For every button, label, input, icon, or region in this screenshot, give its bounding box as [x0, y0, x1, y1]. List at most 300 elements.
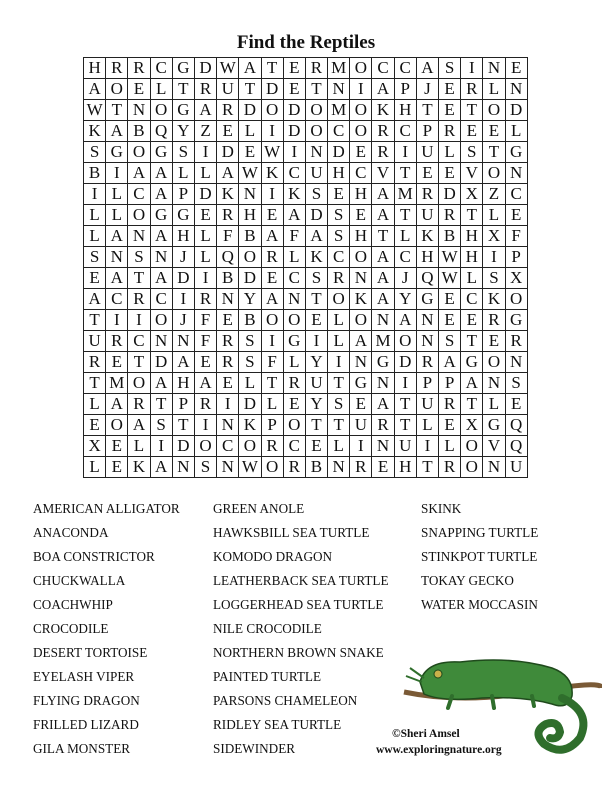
grid-row — [84, 268, 528, 289]
grid-cell: D — [439, 184, 461, 205]
grid-cell: T — [128, 352, 150, 373]
grid-cell: S — [328, 205, 350, 226]
word-list-item: PARSONS CHAMELEON — [213, 693, 358, 708]
word-list-item: GREEN ANOLE — [213, 501, 305, 516]
grid-cell: M — [328, 58, 350, 79]
grid-cell: I — [305, 331, 327, 352]
grid-cell: F — [505, 226, 527, 247]
grid-cell: D — [239, 394, 261, 415]
grid-cell: A — [128, 163, 150, 184]
grid-cell: E — [239, 142, 261, 163]
grid-cell: H — [172, 226, 194, 247]
grid-cell: N — [416, 310, 438, 331]
grid-cell: N — [128, 226, 150, 247]
word-list-item: EYELASH VIPER — [33, 669, 135, 684]
grid-cell: O — [328, 289, 350, 310]
grid-cell: R — [217, 331, 239, 352]
word-list-item: WATER MOCCASIN — [421, 597, 538, 612]
grid-cell: L — [416, 415, 438, 436]
grid-cell: N — [372, 436, 394, 457]
grid-cell: L — [483, 394, 505, 415]
grid-cell: R — [194, 79, 216, 100]
grid-cell: S — [239, 352, 261, 373]
grid-cell: K — [283, 184, 305, 205]
grid-cell: G — [416, 289, 438, 310]
word-list-item: PAINTED TURTLE — [213, 669, 322, 684]
grid-cell: A — [106, 268, 128, 289]
grid-cell: Z — [483, 184, 505, 205]
grid-cell: E — [505, 205, 527, 226]
grid-cell: M — [106, 373, 128, 394]
grid-cell: P — [394, 79, 416, 100]
grid-cell: A — [350, 331, 372, 352]
grid-cell: A — [106, 226, 128, 247]
grid-cell: N — [283, 289, 305, 310]
grid-cell: U — [416, 142, 438, 163]
grid-cell: O — [106, 415, 128, 436]
grid-cell: I — [261, 184, 283, 205]
grid-cell: A — [372, 205, 394, 226]
grid-cell: E — [305, 436, 327, 457]
grid-cell: O — [305, 100, 327, 121]
word-list-item: FLYING DRAGON — [33, 693, 140, 708]
grid-cell: G — [505, 310, 527, 331]
grid-cell: A — [106, 121, 128, 142]
grid-cell: A — [194, 100, 216, 121]
grid-cell: R — [505, 331, 527, 352]
grid-cell: A — [150, 163, 172, 184]
word-list-column-1 — [33, 500, 180, 764]
grid-cell: E — [217, 310, 239, 331]
grid-cell: B — [305, 457, 327, 478]
grid-cell: X — [461, 415, 483, 436]
word-list-item: RIDLEY SEA TURTLE — [213, 717, 342, 732]
grid-cell: U — [305, 373, 327, 394]
grid-cell: P — [416, 373, 438, 394]
grid-cell: S — [505, 373, 527, 394]
grid-cell: P — [416, 121, 438, 142]
grid-cell: N — [328, 79, 350, 100]
grid-cell: G — [150, 142, 172, 163]
grid-cell: L — [239, 373, 261, 394]
grid-cell: T — [394, 205, 416, 226]
grid-cell: E — [350, 394, 372, 415]
grid-cell: L — [84, 226, 106, 247]
grid-cell: O — [483, 163, 505, 184]
grid-cell: L — [84, 457, 106, 478]
grid-cell: U — [416, 205, 438, 226]
grid-cell: H — [239, 205, 261, 226]
grid-cell: E — [439, 289, 461, 310]
grid-cell: R — [372, 415, 394, 436]
word-list-item: SNAPPING TURTLE — [421, 525, 539, 540]
word-list-item: TOKAY GECKO — [421, 573, 514, 588]
grid-cell: E — [283, 394, 305, 415]
grid-cell: E — [261, 205, 283, 226]
grid-cell: G — [172, 58, 194, 79]
grid-cell: A — [128, 415, 150, 436]
grid-cell: A — [372, 268, 394, 289]
grid-cell: N — [416, 331, 438, 352]
grid-cell: C — [461, 289, 483, 310]
grid-row — [84, 205, 528, 226]
grid-cell: Q — [217, 247, 239, 268]
grid-cell: T — [483, 142, 505, 163]
grid-cell: S — [439, 331, 461, 352]
grid-cell: E — [106, 457, 128, 478]
grid-cell: E — [305, 310, 327, 331]
grid-cell: X — [505, 268, 527, 289]
grid-cell: P — [172, 394, 194, 415]
grid-cell: S — [461, 142, 483, 163]
word-list-item: CHUCKWALLA — [33, 573, 126, 588]
grid-cell: L — [283, 352, 305, 373]
grid-cell: T — [128, 268, 150, 289]
grid-cell: E — [439, 310, 461, 331]
grid-row — [84, 79, 528, 100]
grid-cell: E — [350, 205, 372, 226]
grid-cell: O — [128, 142, 150, 163]
grid-cell: E — [106, 436, 128, 457]
grid-cell: R — [283, 457, 305, 478]
grid-cell: K — [217, 184, 239, 205]
grid-cell: O — [283, 310, 305, 331]
grid-cell: G — [372, 352, 394, 373]
grid-cell: A — [261, 289, 283, 310]
grid-cell: C — [106, 289, 128, 310]
grid-cell: A — [372, 289, 394, 310]
grid-cell: M — [372, 331, 394, 352]
chameleon-eye — [434, 670, 442, 678]
grid-cell: Y — [305, 352, 327, 373]
grid-cell: L — [483, 205, 505, 226]
grid-cell: O — [483, 100, 505, 121]
grid-cell: R — [350, 457, 372, 478]
grid-cell: A — [416, 58, 438, 79]
grid-cell: A — [84, 79, 106, 100]
grid-row — [84, 352, 528, 373]
grid-cell: O — [350, 58, 372, 79]
grid-cell: D — [194, 58, 216, 79]
grid-cell: R — [439, 394, 461, 415]
grid-cell: E — [439, 163, 461, 184]
grid-row — [84, 394, 528, 415]
grid-cell: R — [416, 352, 438, 373]
grid-row — [84, 331, 528, 352]
grid-cell: S — [483, 268, 505, 289]
grid-cell: G — [461, 352, 483, 373]
grid-cell: L — [106, 205, 128, 226]
grid-cell: R — [128, 289, 150, 310]
grid-cell: I — [416, 436, 438, 457]
grid-cell: R — [372, 142, 394, 163]
grid-cell: H — [416, 247, 438, 268]
grid-cell: N — [217, 415, 239, 436]
grid-cell: L — [328, 331, 350, 352]
grid-row — [84, 289, 528, 310]
grid-cell: Q — [150, 121, 172, 142]
grid-cell: F — [194, 331, 216, 352]
grid-cell: L — [483, 79, 505, 100]
grid-cell: H — [394, 457, 416, 478]
grid-cell: R — [217, 352, 239, 373]
grid-cell: E — [217, 121, 239, 142]
grid-cell: N — [350, 352, 372, 373]
grid-cell: I — [483, 247, 505, 268]
grid-cell: K — [261, 163, 283, 184]
grid-cell: W — [217, 58, 239, 79]
grid-cell: S — [328, 226, 350, 247]
credit-site: www.exploringnature.org — [376, 744, 502, 756]
grid-row — [84, 100, 528, 121]
grid-cell: G — [172, 205, 194, 226]
grid-cell: F — [194, 310, 216, 331]
grid-cell: H — [350, 184, 372, 205]
grid-cell: N — [150, 247, 172, 268]
grid-cell: Q — [505, 436, 527, 457]
word-list-item: NILE CROCODILE — [213, 621, 322, 636]
grid-cell: R — [416, 184, 438, 205]
grid-cell: E — [283, 79, 305, 100]
grid-cell: N — [350, 268, 372, 289]
grid-cell: I — [350, 436, 372, 457]
grid-cell: V — [372, 163, 394, 184]
grid-cell: S — [328, 394, 350, 415]
grid-cell: O — [394, 331, 416, 352]
grid-cell: L — [128, 436, 150, 457]
grid-cell: D — [305, 205, 327, 226]
grid-cell: E — [461, 310, 483, 331]
grid-cell: R — [305, 58, 327, 79]
grid-row — [84, 436, 528, 457]
grid-cell: O — [350, 247, 372, 268]
grid-cell: E — [461, 121, 483, 142]
grid-cell: E — [439, 415, 461, 436]
grid-row — [84, 457, 528, 478]
grid-cell: A — [461, 373, 483, 394]
grid-cell: T — [416, 457, 438, 478]
grid-cell: Q — [416, 268, 438, 289]
grid-row — [84, 373, 528, 394]
grid-cell: N — [239, 184, 261, 205]
grid-cell: R — [283, 373, 305, 394]
grid-cell: X — [483, 226, 505, 247]
grid-cell: U — [394, 436, 416, 457]
grid-cell: A — [217, 163, 239, 184]
grid-cell: T — [305, 415, 327, 436]
grid-cell: K — [305, 247, 327, 268]
grid-cell: K — [239, 415, 261, 436]
grid-cell: H — [394, 100, 416, 121]
grid-cell: N — [505, 79, 527, 100]
grid-cell: E — [505, 394, 527, 415]
grid-cell: W — [239, 163, 261, 184]
grid-cell: G — [483, 415, 505, 436]
grid-cell: N — [328, 457, 350, 478]
word-list-item: STINKPOT TURTLE — [421, 549, 538, 564]
grid-cell: A — [372, 79, 394, 100]
grid-cell: O — [150, 100, 172, 121]
grid-cell: J — [394, 268, 416, 289]
grid-cell: S — [194, 457, 216, 478]
grid-cell: L — [394, 226, 416, 247]
grid-cell: P — [439, 373, 461, 394]
grid-cell: T — [328, 373, 350, 394]
grid-cell: N — [217, 457, 239, 478]
grid-cell: L — [505, 121, 527, 142]
grid-cell: A — [305, 226, 327, 247]
grid-cell: R — [128, 58, 150, 79]
grid-cell: E — [439, 79, 461, 100]
grid-cell: N — [172, 331, 194, 352]
grid-cell: B — [239, 226, 261, 247]
grid-cell: R — [106, 58, 128, 79]
grid-cell: C — [283, 163, 305, 184]
grid-cell: N — [217, 289, 239, 310]
grid-cell: O — [350, 310, 372, 331]
grid-cell: A — [150, 457, 172, 478]
grid-cell: T — [372, 226, 394, 247]
grid-cell: T — [172, 79, 194, 100]
grid-cell: L — [261, 394, 283, 415]
grid-cell: O — [461, 457, 483, 478]
grid-cell: Y — [305, 394, 327, 415]
grid-cell: O — [128, 205, 150, 226]
grid-cell: E — [128, 79, 150, 100]
grid-cell: B — [128, 121, 150, 142]
grid-cell: R — [439, 457, 461, 478]
grid-cell: I — [150, 436, 172, 457]
grid-cell: T — [172, 415, 194, 436]
grid-cell: C — [394, 247, 416, 268]
grid-cell: A — [439, 352, 461, 373]
grid-cell: C — [328, 247, 350, 268]
grid-cell: G — [172, 100, 194, 121]
word-list-item: GILA MONSTER — [33, 741, 131, 756]
grid-cell: R — [106, 331, 128, 352]
grid-cell: E — [483, 121, 505, 142]
grid-cell: R — [84, 352, 106, 373]
grid-cell: E — [84, 415, 106, 436]
grid-cell: R — [194, 394, 216, 415]
grid-cell: R — [217, 100, 239, 121]
grid-cell: G — [150, 205, 172, 226]
grid-cell: L — [194, 163, 216, 184]
grid-cell: N — [172, 457, 194, 478]
grid-cell: H — [328, 163, 350, 184]
grid-cell: Z — [194, 121, 216, 142]
grid-cell: G — [106, 142, 128, 163]
grid-cell: E — [194, 352, 216, 373]
grid-cell: E — [283, 58, 305, 79]
grid-cell: E — [439, 100, 461, 121]
grid-row — [84, 247, 528, 268]
grid-cell: L — [328, 436, 350, 457]
grid-cell: C — [128, 184, 150, 205]
grid-cell: C — [394, 58, 416, 79]
grid-cell: N — [372, 373, 394, 394]
grid-cell: T — [461, 394, 483, 415]
grid-cell: U — [305, 163, 327, 184]
grid-cell: N — [483, 373, 505, 394]
grid-cell: N — [305, 142, 327, 163]
grid-cell: T — [305, 79, 327, 100]
grid-cell: E — [106, 352, 128, 373]
grid-cell: X — [461, 184, 483, 205]
word-list-item: NORTHERN BROWN SNAKE — [213, 645, 384, 660]
grid-cell: N — [372, 310, 394, 331]
grid-cell: O — [194, 436, 216, 457]
grid-cell: K — [483, 289, 505, 310]
grid-cell: T — [261, 373, 283, 394]
grid-cell: S — [150, 415, 172, 436]
grid-cell: D — [283, 100, 305, 121]
grid-cell: I — [194, 268, 216, 289]
word-list-item: COACHWHIP — [33, 597, 113, 612]
grid-cell: T — [84, 310, 106, 331]
grid-cell: R — [483, 310, 505, 331]
grid-cell: R — [461, 79, 483, 100]
grid-cell: M — [328, 100, 350, 121]
grid-cell: R — [261, 436, 283, 457]
grid-cell: E — [505, 58, 527, 79]
grid-cell: T — [305, 289, 327, 310]
grid-cell: L — [106, 184, 128, 205]
grid-cell: I — [194, 142, 216, 163]
grid-cell: I — [217, 394, 239, 415]
grid-cell: O — [505, 289, 527, 310]
grid-cell: K — [84, 121, 106, 142]
grid-cell: T — [461, 331, 483, 352]
grid-cell: I — [128, 310, 150, 331]
grid-cell: L — [461, 268, 483, 289]
grid-cell: E — [194, 205, 216, 226]
grid-cell: T — [461, 100, 483, 121]
grid-cell: Y — [394, 289, 416, 310]
grid-cell: S — [305, 268, 327, 289]
grid-row — [84, 184, 528, 205]
grid-cell: C — [150, 289, 172, 310]
grid-cell: B — [439, 226, 461, 247]
grid-cell: R — [328, 268, 350, 289]
grid-cell: V — [461, 163, 483, 184]
grid-cell: J — [416, 79, 438, 100]
grid-cell: E — [483, 331, 505, 352]
grid-cell: A — [239, 58, 261, 79]
word-search-grid — [83, 57, 528, 478]
grid-cell: O — [261, 100, 283, 121]
grid-cell: E — [217, 373, 239, 394]
grid-cell: L — [283, 247, 305, 268]
grid-cell: O — [461, 436, 483, 457]
grid-cell: T — [84, 373, 106, 394]
grid-cell: C — [505, 184, 527, 205]
grid-cell: W — [439, 268, 461, 289]
grid-cell: S — [84, 247, 106, 268]
grid-cell: K — [350, 289, 372, 310]
grid-cell: O — [305, 121, 327, 142]
grid-cell: T — [239, 79, 261, 100]
grid-cell: T — [416, 100, 438, 121]
grid-cell: G — [505, 142, 527, 163]
grid-cell: I — [172, 289, 194, 310]
grid-cell: L — [172, 163, 194, 184]
grid-cell: L — [328, 310, 350, 331]
grid-cell: L — [194, 247, 216, 268]
grid-cell: I — [261, 331, 283, 352]
grid-cell: P — [505, 247, 527, 268]
grid-cell: N — [505, 163, 527, 184]
